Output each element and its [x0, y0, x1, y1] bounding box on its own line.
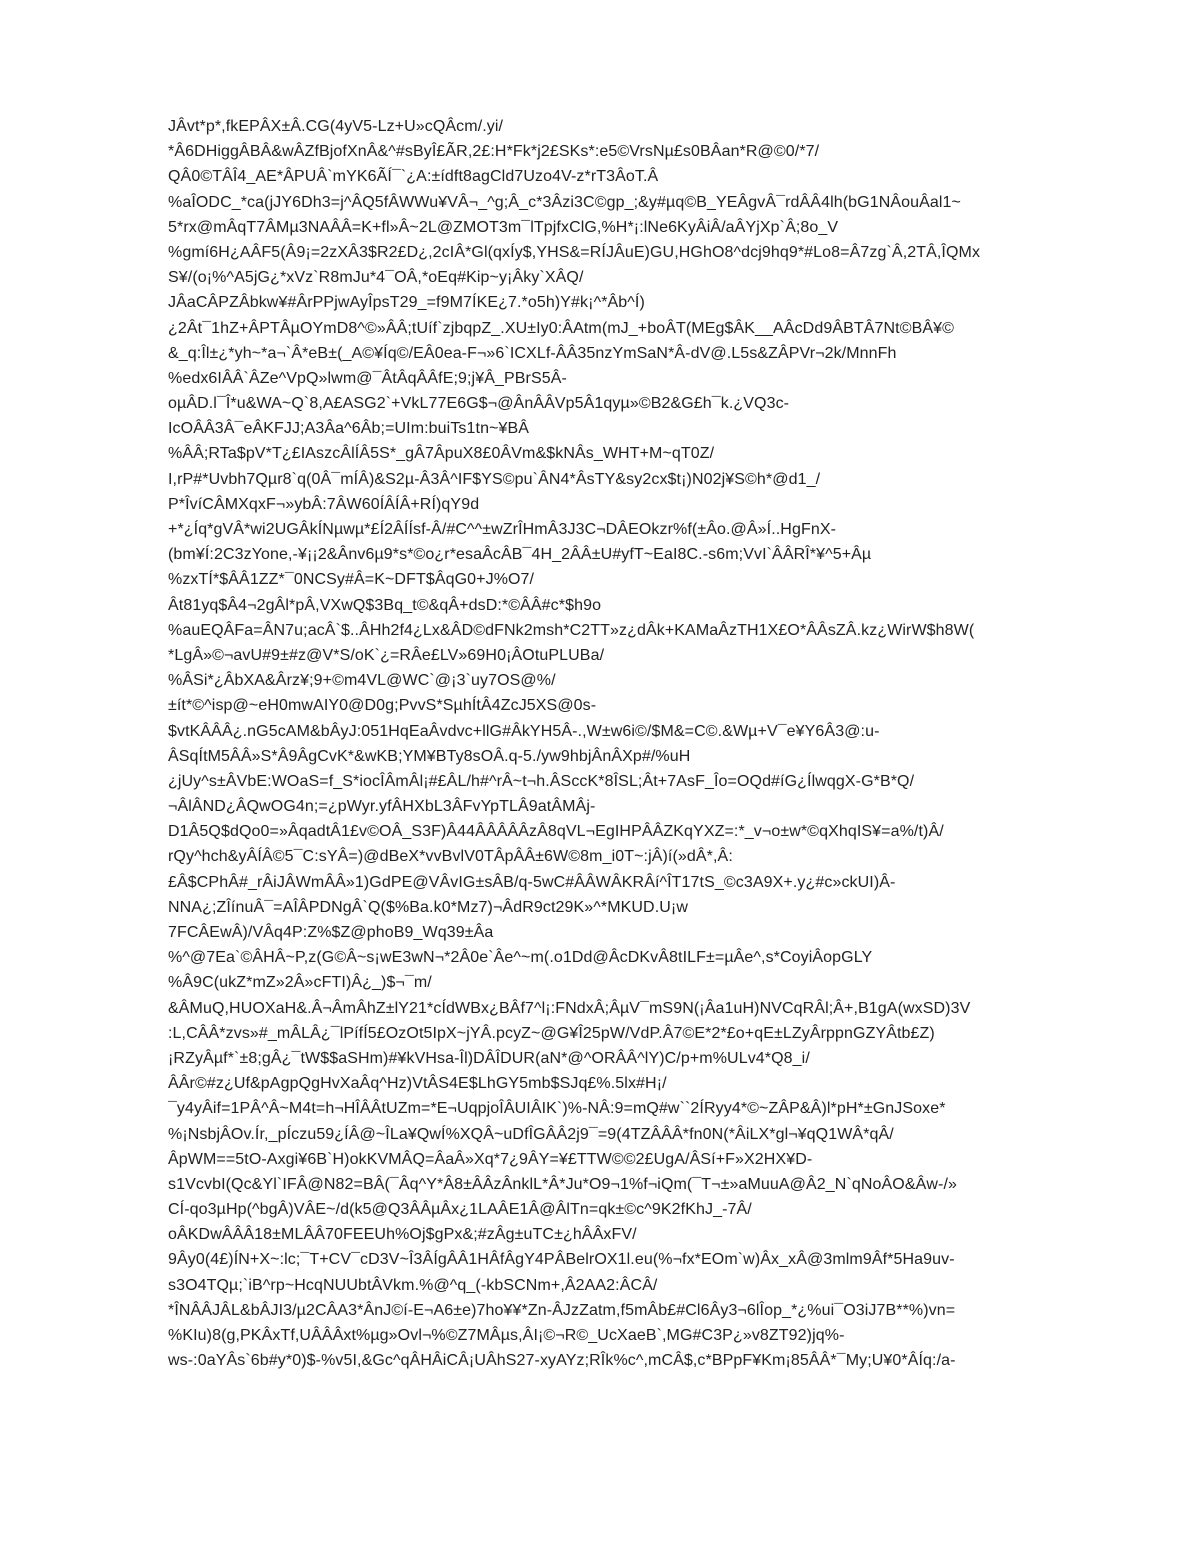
text-line: ¬ÂlÂND¿ÂQwOG4n;=¿pWyr.yfÂHXbL3ÂFvYpTLÂ9atÂMÂj-	[168, 798, 596, 816]
text-line: NNA¿;ZÎínuÂ¯=AÎÂPDNgÂ`Q($%Ba.k0*Mz7)¬ÂdR9ct29K»^*MKUD.U¡w	[168, 898, 688, 916]
document-body-text	[168, 114, 1128, 1373]
text-line: *ÎNÂÂJÂL&bÂJI3/µ2CÂA3*ÂnJ©í-E¬A6±e)7ho¥¥*Zn-ÂJzZatm,f5mÂb£#Cl6Ây3¬6lÎop_*¿%ui¯O3iJ7B**%)vn=	[168, 1301, 956, 1319]
text-line: %¡NsbjÂOv.Ír,_pÍczu59¿ÍÂ@~ÎLa¥QwÍ%XQÂ~uDfÎGÂÂ2j9¯=9(4TZÂÂÂ*fn0N(*ÂiLX*gl¬¥qQ1WÂ*qÂ/	[168, 1125, 894, 1143]
text-line: &_q:Îl±¿*yh~*a¬`Â*eB±(_A©¥Íq©/EÂ0ea-F¬»6`ICXLf-ÂÂ35nzYmSaN*Â-dV@.L5s&ZÂPVr¬2k/MnnFh	[168, 344, 897, 362]
text-line: CÍ-qo3µHp(^bgÂ)VÂE~/d(k5@Q3ÂÂµÂx¿1LAÂE1Â@ÂlTn=qk±©c^9K2fKhJ_-7Â/	[168, 1201, 752, 1219]
text-line: *Â6DHiggÂBÂ&wÂZfBjofXnÂ&^#sByÎ£ÃR,2£:H*Fk*j2£SKs*:e5©VrsNµ£s0BÂan*R@©0/*7/	[168, 143, 820, 161]
text-line: %aÎODC_*ca(jJY6Dh3=j^ÂQ5fÂWWu¥VÂ¬_^g;Â_c*3Âzi3C©gp_;&y#µq©B_YEÂgvÂ¯rdÂÂ4lh(bG1NÂouÂal1~	[168, 193, 961, 211]
text-line: %Â9C(ukZ*mZ»2Â»cFTI)Â¿_)$¬¯m/	[168, 974, 432, 992]
text-line: ÂSqÍtM5ÂÂ»S*Â9ÂgCvK*&wKB;YM¥BTy8sOÂ.q-5./yw9hbjÂnÂXp#/%uH	[168, 747, 691, 765]
text-line: ¯y4yÂif=1PÂ^Â~M4t=h¬HÎÂÂtUZm=*E¬UqpjoÎÂUIÂIK`)%-NÂ:9=mQ#w``2ÍRyy4*©~ZÂP&Â)l*pH*±GnJSoxe*	[168, 1100, 946, 1118]
text-line: %^@7Ea`©ÂHÂ~P,z(G©Â~s¡wE3wN¬*2Â0e`Âe^~m(.o1Dd@ÂcDKvÂ8tILF±=µÂe^,s*CoyiÂopGLY	[168, 949, 873, 967]
text-line: QÂ0©TÂÎ4_AE*ÂPUÂ`mYK6ÃÍ¯`¿A:±ídft8agCld7Uzo4V-z*rT3ÂoT.Â	[168, 168, 659, 186]
text-line: &ÂMuQ,HUOXaH&.Â¬ÂmÂhZ±lY21*cÍdWBx¿BÂf7^l¡:FNdxÂ;ÂµV¯mS9N(¡Âa1uH)NVCqRÂl;Â+,B1gA(wxSD)3V	[168, 999, 971, 1017]
text-line: 7FCÂEwÂ)/VÂq4P:Z%$Z@phoB9_Wq39±Âa	[168, 924, 494, 941]
text-line: £Â$CPhÂ#_rÂiJÂWmÂÂ»1)GdPE@VÂvIG±sÂB/q-5wC#ÂÂWÂKRÂí^ÎT17tS_©c3A9X+.y¿#c»ckUI)Â-	[168, 873, 896, 891]
text-line: P*ÎvíCÂMXqxF¬»ybÂ:7ÂW60ÍÂÍÂ+RÍ)qY9d	[168, 495, 480, 513]
text-line: %zxTÍ*$ÂÂ1ZZ*¯0NCSy#Â=K~DFT$ÂqG0+J%O7/	[168, 571, 535, 589]
text-line: ws-:0aYÂs`6b#y*0)$-%v5I,&Gc^qÂHÂiCÂ¡UÂhS27-xyAYz;RÎk%c^,mCÂ$,c*BPpF¥Km¡85ÂÂ*¯My;U¥0*ÂÍq:/a-	[168, 1352, 956, 1370]
text-line: 9Ây0(4£)ÍN+X~:lc;¯T+CV¯cD3V~Î3ÂÍgÂÂ1HÂfÂgY4PÂBelrOX1l.eu(%¬fx*EOm`w)Âx_xÂ@3mlm9Âf*5Ha9uv-	[168, 1251, 955, 1269]
text-line: ¿2Ât¯1hZ+ÂPTÂµOYmD8^©»ÂÂ;tUíf`zjbqpZ_.XU±Iy0:ÂAtm(mJ_+boÂT(MEg$ÂK__AÂcDd9ÂBTÂ7Nt©BÂ¥©	[168, 319, 955, 337]
text-line: ÂÂr©#z¿Uf&pAgpQgHvXaÂq^Hz)VtÂS4E$LhGY5mb$SJq£%.5lx#H¡/	[168, 1075, 667, 1093]
text-line: :L,CÂÂ*zvs»#_mÂLÂ¿¯lPífÍ5£OzOt5IpX~jYÂ.pcyZ~@G¥Î25pW/VdP.Â7©E*2*£o+qE±LZyÂrppnGZYÂtb£Z)	[168, 1024, 935, 1042]
text-line: ¿jUy^s±ÂVbE:WOaS=f_S*iocÎÂmÂl¡#£ÂL/h#^rÂ~t¬h.ÂSccK*8ÎSL;Ât+7AsF_Îo=OQd#íG¿ÍlwqgX-G*B*Q/	[168, 772, 915, 790]
text-line: oµÂD.l¯Î*u&WA~Q`8,A£ASG2`+VkL77E6G$¬@ÂnÂÂVp5Â1qyµ»©B2&G£h¯k.¿VQ3c-	[168, 395, 790, 413]
text-line: ¡RZyÂµf*`±8;gÂ¿¯tW$$aSHm)#¥kVHsa-Îl)DÂÎDUR(aN*@^ORÂÂ^lY)C/p+m%ULv4*Q8_i/	[168, 1049, 810, 1067]
text-line: $vtKÂÂÂ¿.nG5cAM&bÂyJ:051HqEaÂvdvc+llG#ÂkYH5Â-.,W±w6i©/$M&=C©.&Wµ+V¯e¥Y6Â3@:u-	[168, 722, 880, 740]
text-line: I,rP#*Uvbh7Qµr8`q(0Â¯mÍÂ)&S2µ-Â3Â^IF$YS©pu`ÂN4*ÂsTY&sy2cx$t¡)N02j¥S©h*@d1_/	[168, 470, 821, 488]
text-line: (bm¥Í:2C3zYone,-¥¡¡2&Ânv6µ9*s*©o¿r*esaÂcÂB¯4H_2ÂÂ±U#yfT~EaI8C.-s6m;VvI`ÂÂRÎ*¥^5+Âµ	[168, 546, 872, 564]
text-line: ±ít*©^isp@~eH0mwAIY0@D0g;PvvS*SµhÍtÂ4ZcJ5XS@0s-	[168, 697, 597, 715]
text-line: %gmí6H¿AÂF5(Â9¡=2zXÂ3$R2£D¿,2cIÂ*Gl(qxÍy$,YHS&=RÍJÂuE)GU,HGhO8^dcj9hq9*#Lo8=Â7zg`Â,2TÂ,ÎQMx	[168, 243, 981, 261]
text-line: oÂKDwÂÂÂ18±MLÂÂ70FEEUh%Oj$gPx&;#zÂg±uTC±¿hÂÂxFV/	[168, 1226, 637, 1244]
text-line: +*¿Íq*gVÂ*wi2UGÂkÍNµwµ*£Í2ÂÍÍsf-Â/#C^^±wZrÎHmÂ3J3C¬DÂEOkzr%f(±Âo.@Â»Í..HgFnX-	[168, 521, 837, 538]
text-line: %ÂÂ;RTa$pV*T¿£IAszcÂlÍÂ5S*_gÂ7ÂpuX8£0ÂVm&$kNÂs_WHT+M~qT0Z/	[168, 445, 715, 463]
text-line: JÂaCÂPZÂbkw¥#ÂrPPjwAyÎpsT29_=f9M7ÍKE¿7.*o5h)Y#k¡^*Âb^Í)	[168, 294, 645, 312]
text-line: Ât81yq$Â4¬2gÂl*pÂ,VXwQ$3Bq_t©&qÂ+dsD:*©ÂÂ#c*$h9o	[168, 596, 602, 614]
text-line: %auEQÂFa=ÂN7u;acÂ`$..ÂHh2f4¿Lx&ÂD©dFNk2msh*C2TT»z¿dÂk+KAMaÂzTH1X£O*ÂÂsZÂ.kz¿WirW$h8W(	[168, 621, 975, 639]
text-line: JÂvt*p*,fkEPÂX±Â.CG(4yV5-Lz+U»cQÂcm/.yi/	[168, 118, 504, 135]
text-line: s3O4TQµ;`iB^rp~HcqNUUbtÂVkm.%@^q_(-kbSCNm+,Â2AA2:ÂCÂ/	[168, 1276, 658, 1294]
text-line: s1VcvbI(Qc&Yl`IFÂ@N82=BÂ(¯Âq^Y*Â8±ÂÂzÂnklL*Â*Ju*O9¬1%f¬iQm(¯T¬±»aMuuA@Â2_N`qNoÂO&Âw-/»	[168, 1175, 958, 1193]
text-line: ÂpWM==5tO-Axgi¥6B`H)okKVMÂQ=ÂaÂ»Xq*7¿9ÂY=¥£TTW©©2£UgA/ÂSí+F»X2HX¥D-	[168, 1150, 813, 1168]
text-line: %KIu)8(g,PKÂxTf,UÂÂÂxt%µg»Ovl¬%©Z7MÂµs,ÂI¡©¬R©_UcXaeB`,MG#C3P¿»v8ZT92)jq%-	[168, 1327, 845, 1344]
text-line: %ÂSi*¿ÂbXA&Ârz¥;9+©m4VL@WC`@¡3`uy7OS@%/	[168, 672, 556, 690]
text-line: %edx6IÂÂ`ÂZe^VpQ»lwm@¯ÂtÂqÂÂfE;9;j¥Â_PBrS5Â-	[168, 369, 567, 387]
text-line: *LgÂ»©¬avU#9±#z@V*S/oK`¿=RÂe£LV»69H0¡ÂOtuPLUBa/	[168, 646, 605, 664]
text-line: D1Â5Q$dQo0=»ÂqadtÂ1£v©OÂ_S3F)Â44ÂÂÂÂÂzÂ8qVL¬EgIHPÂÂZKqYXZ=:*_v¬o±w*©qXhqIS¥=a%/t)Â/	[168, 823, 944, 841]
text-line: 5*rx@mÂqT7ÂMµ3NAÂÂ=K+fl»Â~2L@ZMOT3m¯lTpjfxClG,%H*¡:lNe6KyÂiÂ/aÂYjXp`Â;8o_V	[168, 218, 839, 236]
text-line: IcOÂÂ3Â¯eÂKFJJ;A3Âa^6Âb;=UIm:buiTs1tn~¥BÂ	[168, 420, 530, 438]
text-line: rQy^hch&yÂÍÂ©5¯C:sYÂ=)@dBeX*vvBvlV0TÂpÂÂ±6W©8m_i0T~:jÂ)í(»dÂ*,Â:	[168, 848, 733, 866]
text-line: S¥/(o¡%^A5jG¿*xVz`R8mJu*4¯OÂ,*oEq#Kip~y¡Âky`XÂQ/	[168, 269, 584, 287]
